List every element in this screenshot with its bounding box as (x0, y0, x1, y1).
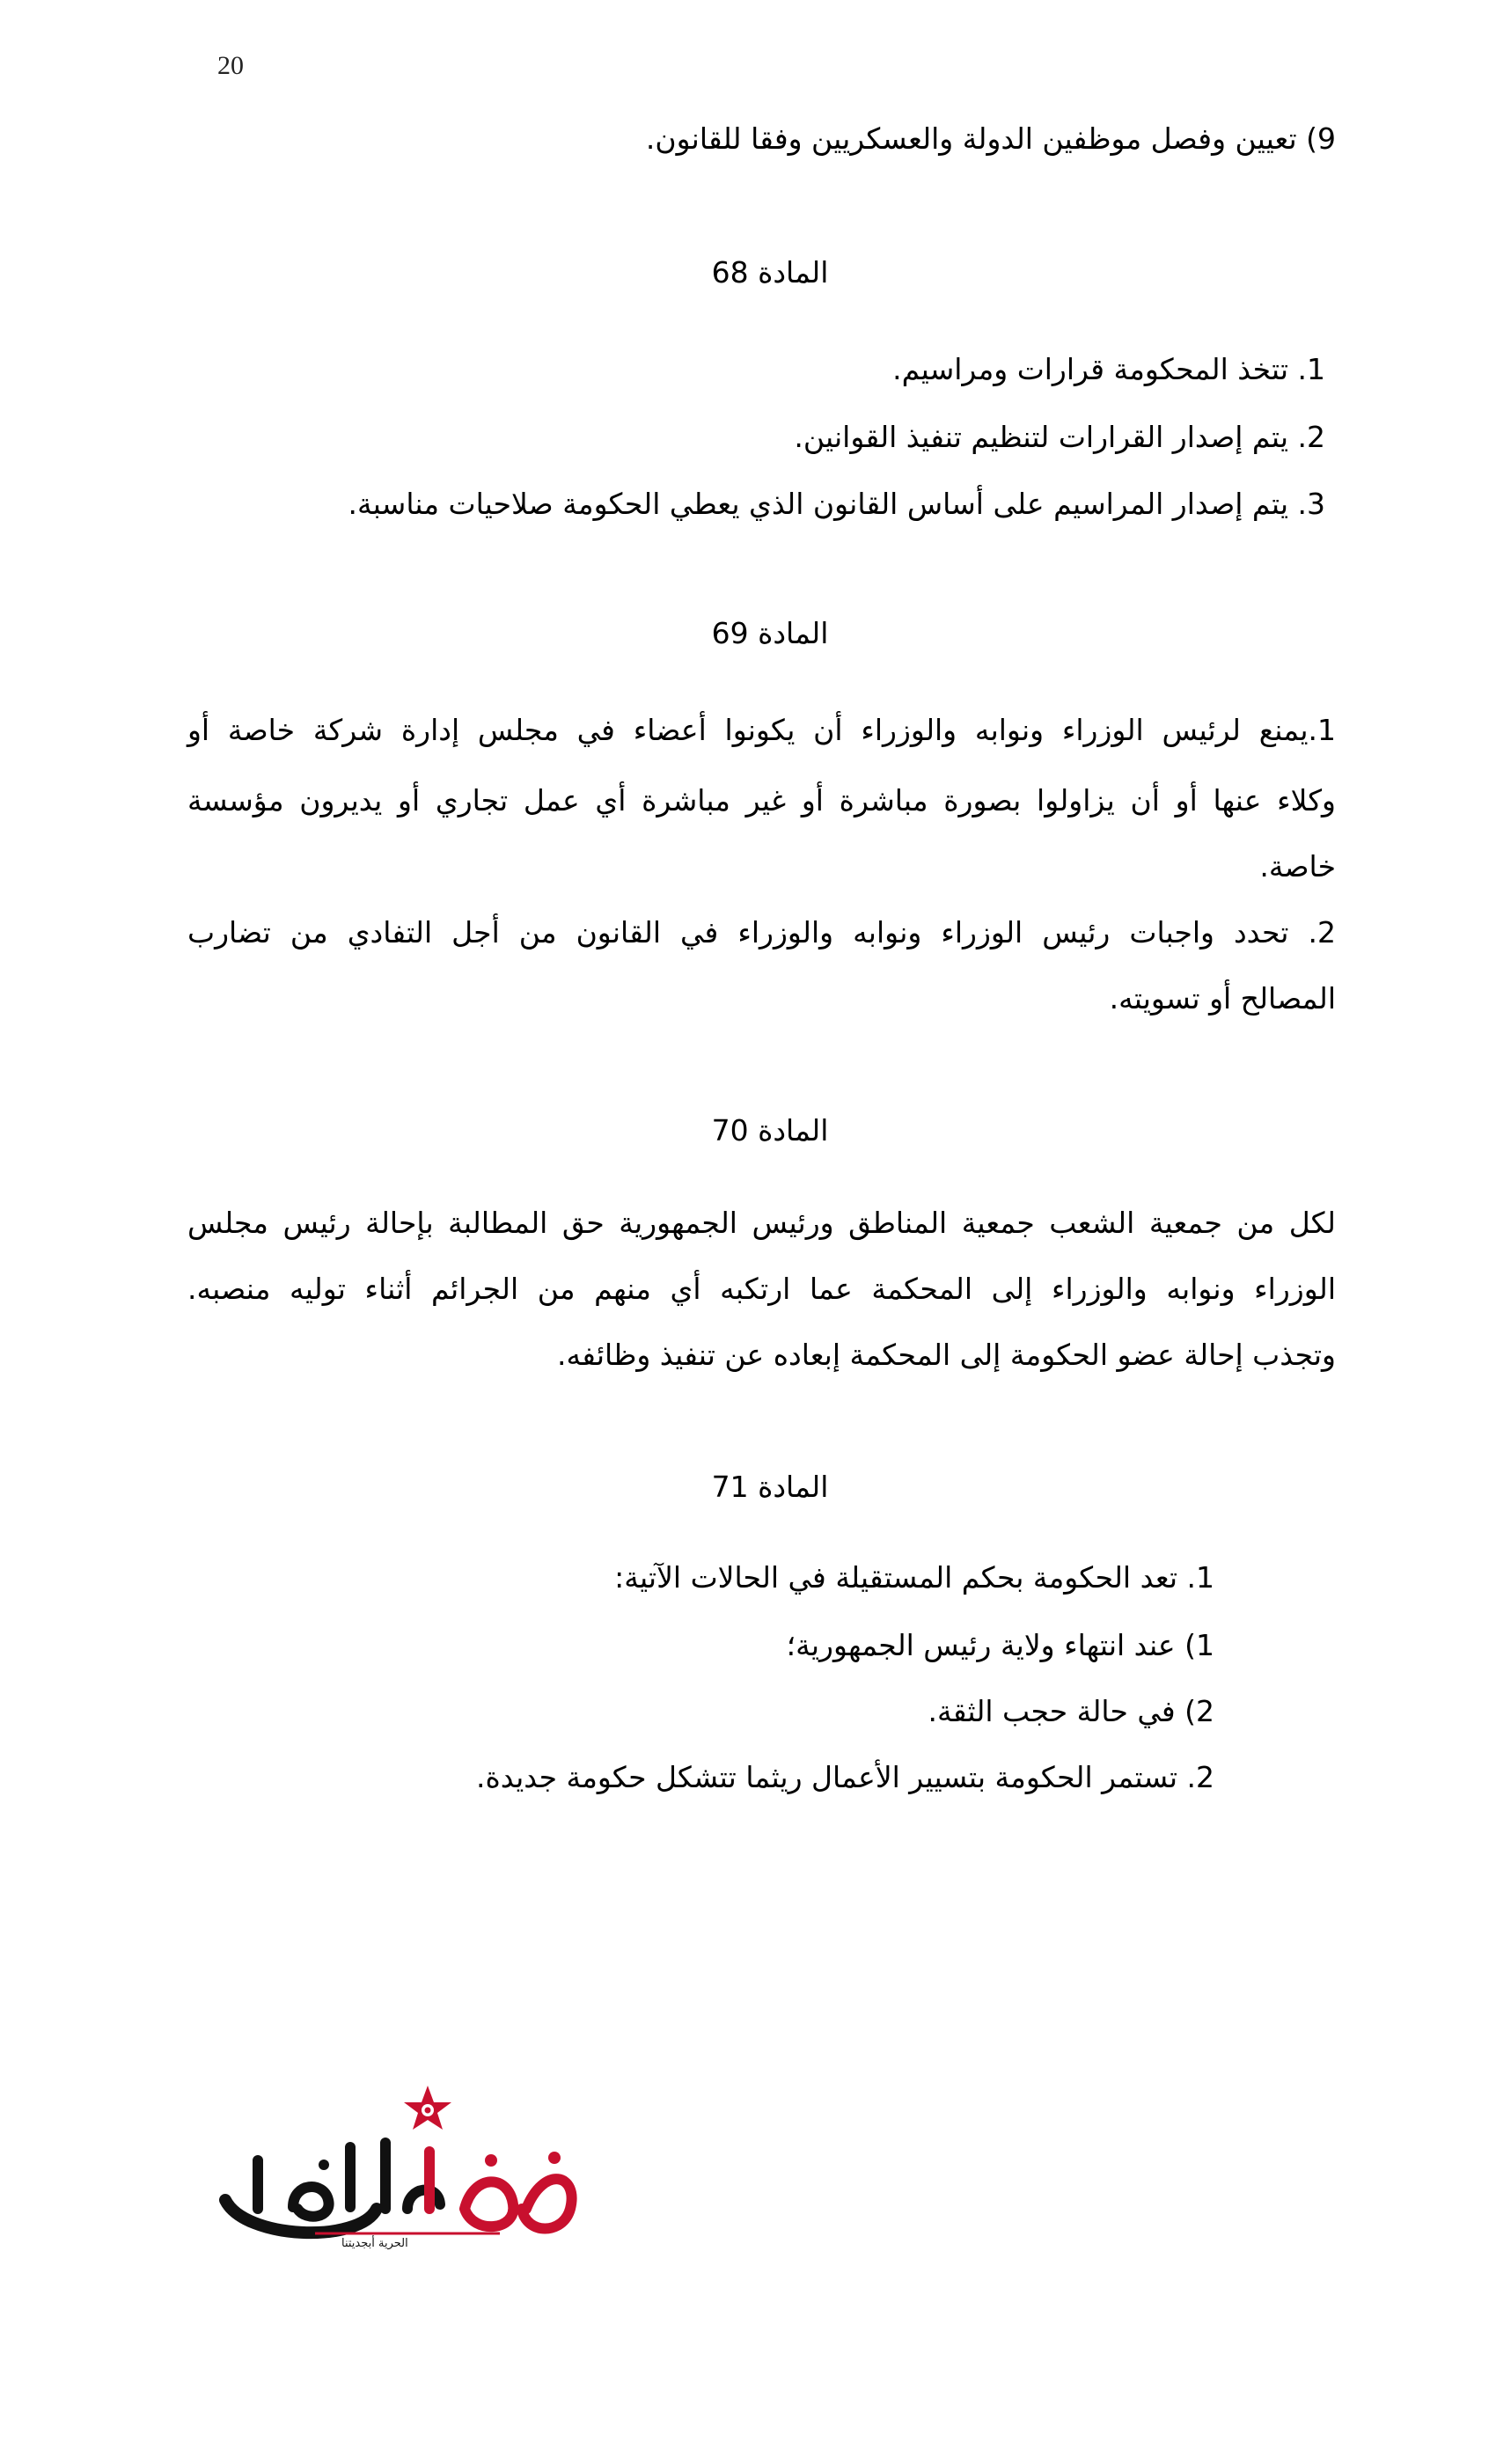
article-68-item-2: 2. يتم إصدار القرارات لتنظيم تنفيذ القوانين. (794, 420, 1325, 454)
article-68-item-3: 3. يتم إصدار المراسيم على أساس القانون الذي يعطي الحكومة صلاحيات مناسبة. (348, 487, 1325, 521)
article-71-item-1: 1. تعد الحكومة بحكم المستقيلة في الحالات الآتية: (614, 1560, 1214, 1595)
article-71-heading: المادة 71 (711, 1470, 829, 1504)
article-69-line: وكلاء عنها أو أن يزاولوا بصورة مباشرة أو غير مباشرة أي عمل تجاري أو يديرون مؤسسة (187, 783, 1336, 818)
article-70-line: الوزراء ونوابه والوزراء إلى المحكمة عما ارتكبه أي منهم من الجرائم أثناء توليه منصبه. (187, 1272, 1336, 1306)
zaman-alwasl-logo (209, 2077, 588, 2270)
article-69-line: 2. تحدد واجبات رئيس الوزراء ونوابه والوزراء في القانون من أجل التفادي من تضارب (187, 915, 1336, 950)
article-67-item-9: 9) تعيين وفصل موظفين الدولة والعسكريين وفقا للقانون. (645, 121, 1336, 156)
article-68-heading: المادة 68 (711, 255, 829, 290)
article-71-item-2: 2. تستمر الحكومة بتسيير الأعمال ريثما تتشكل حكومة جديدة. (476, 1760, 1214, 1794)
article-69-line: المصالح أو تسويته. (1109, 981, 1336, 1016)
page-number: 20 (217, 51, 244, 80)
article-69-line: 1.يمنع لرئيس الوزراء ونوابه والوزراء أن يكونوا أعضاء في مجلس إدارة شركة خاصة أو (187, 713, 1336, 747)
logo-tagline: الحرية أبجديتنا (341, 2237, 408, 2250)
article-70-line: لكل من جمعية الشعب جمعية المناطق ورئيس الجمهورية حق المطالبة بإحالة رئيس مجلس (187, 1206, 1336, 1240)
article-69-heading: المادة 69 (711, 616, 829, 650)
article-70-line: وتجذب إحالة عضو الحكومة إلى المحكمة إبعاده عن تنفيذ وظائفه. (557, 1338, 1336, 1372)
article-71-subitem-1: 1) عند انتهاء ولاية رئيس الجمهورية؛ (786, 1628, 1214, 1662)
article-70-heading: المادة 70 (711, 1113, 829, 1148)
article-71-subitem-2: 2) في حالة حجب الثقة. (928, 1694, 1214, 1728)
article-68-item-1: 1. تتخذ المحكومة قرارات ومراسيم. (892, 352, 1325, 386)
ornament-icon (404, 2086, 451, 2130)
article-69-line: خاصة. (1259, 849, 1336, 884)
